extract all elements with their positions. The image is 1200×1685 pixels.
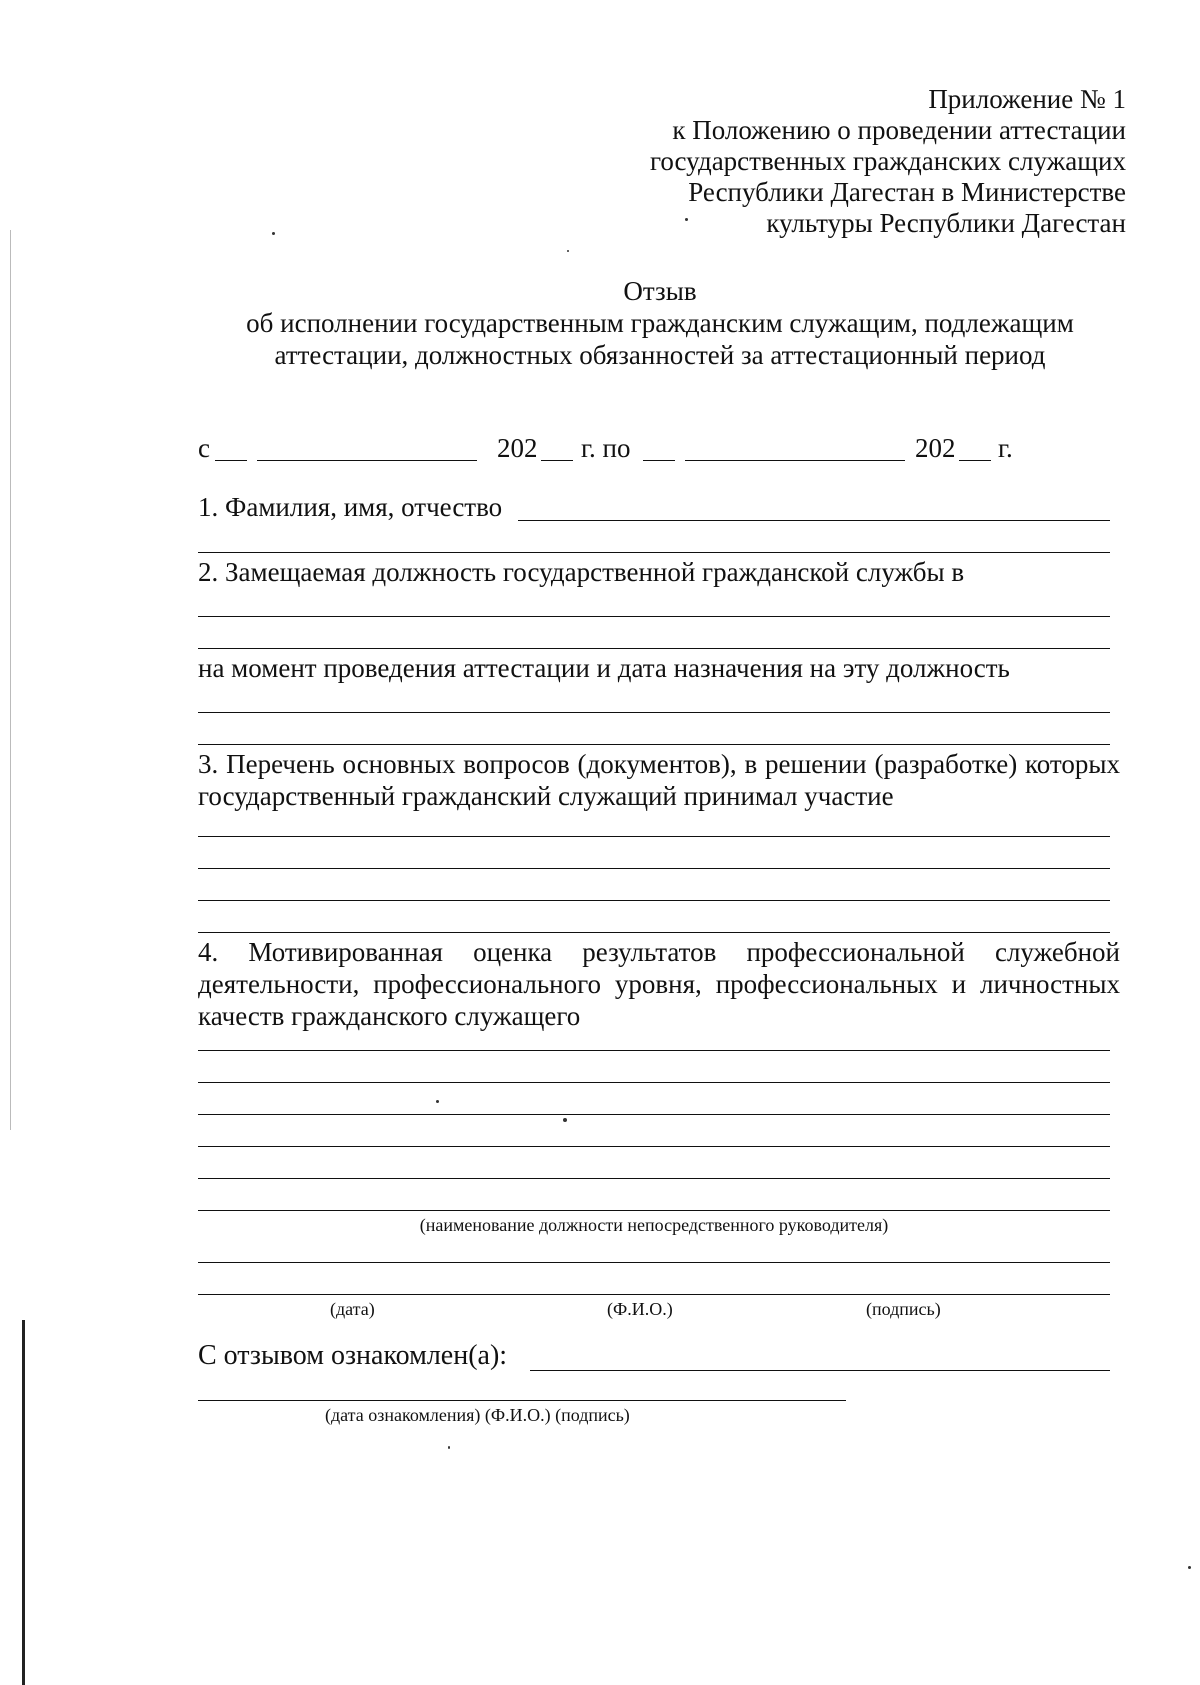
fio-caption: (Ф.И.О.) xyxy=(607,1299,673,1319)
issues-field-line[interactable] xyxy=(198,932,1110,933)
date-caption: (дата) xyxy=(330,1299,375,1319)
section-2-sublabel: на момент проведения аттестации и дата назначения на эту должность xyxy=(198,653,1010,683)
section-2-label: 2. Замещаемая должность государственной гражданской службы в xyxy=(198,557,965,587)
assessment-field-line[interactable] xyxy=(198,1114,1110,1115)
period-to-label: г. по xyxy=(581,433,631,463)
section-4-label: 4. Мотивированная оценка результатов профессиональной служебной деятельности, профессионального уровня, профессиональных и личностных качеств гражданского служащего xyxy=(198,937,1120,1031)
title-sub: аттестации, должностных обязанностей за аттестационный период xyxy=(274,340,1046,370)
assessment-field-line[interactable] xyxy=(198,1178,1110,1179)
appendix-line: государственных гражданских служащих xyxy=(649,146,1126,176)
appendix-line: Республики Дагестан в Министерстве xyxy=(688,177,1126,207)
period-year2-field[interactable] xyxy=(959,460,991,461)
title-sub: об исполнении государственным гражданским служащим, подлежащим xyxy=(246,308,1074,338)
appendix-line: культуры Республики Дагестан xyxy=(766,208,1126,238)
assessment-field-line[interactable] xyxy=(198,1082,1110,1083)
signature-caption: (подпись) xyxy=(866,1299,941,1319)
scan-speck xyxy=(436,1100,439,1103)
section-1-label: 1. Фамилия, имя, отчество xyxy=(198,492,503,522)
assessment-field-line[interactable] xyxy=(198,1050,1110,1051)
position-field-line2[interactable] xyxy=(198,648,1110,649)
title-main: Отзыв xyxy=(623,276,697,306)
supervisor-position-caption: (наименование должности непосредственного руководителя) xyxy=(419,1215,889,1235)
issues-field-line[interactable] xyxy=(198,868,1110,869)
issues-field-line[interactable] xyxy=(198,900,1110,901)
supervisor-line[interactable] xyxy=(198,1262,1110,1263)
scan-speck xyxy=(685,218,688,221)
full-name-field-line2[interactable] xyxy=(198,552,1110,553)
scan-speck xyxy=(448,1446,450,1449)
acknowledgement-details-field[interactable] xyxy=(198,1400,846,1401)
appointment-date-field[interactable] xyxy=(198,712,1110,713)
full-name-field[interactable] xyxy=(518,520,1110,521)
assessment-field-line[interactable] xyxy=(198,1146,1110,1147)
scan-edge-mark xyxy=(10,230,11,1130)
scan-speck xyxy=(272,232,275,235)
period-month2-field[interactable] xyxy=(685,460,905,461)
period-from-label: с xyxy=(198,433,210,463)
period-year2-label: 202 xyxy=(915,433,956,463)
position-field[interactable] xyxy=(198,616,1110,617)
section-3-label: 3. Перечень основных вопросов (документов), в решении (разработке) которых государственный гражданский служащий принимал участие xyxy=(198,749,1120,811)
period-year1-label: 202 xyxy=(497,433,538,463)
scan-speck xyxy=(1188,1566,1191,1569)
scan-speck xyxy=(567,250,569,252)
period-end-label: г. xyxy=(998,433,1013,463)
scan-speck xyxy=(563,1118,567,1122)
document-title xyxy=(180,275,1140,371)
acknowledgement-label: С отзывом ознакомлен(а): xyxy=(198,1340,508,1371)
period-day1-field[interactable] xyxy=(215,460,247,461)
period-day2-field[interactable] xyxy=(643,460,675,461)
period-year1-field[interactable] xyxy=(541,460,573,461)
appendix-header xyxy=(650,84,1126,239)
acknowledgement-field[interactable] xyxy=(530,1370,1110,1371)
appendix-line: к Положению о проведении аттестации xyxy=(672,115,1126,145)
issues-field-line[interactable] xyxy=(198,836,1110,837)
period-month1-field[interactable] xyxy=(257,460,477,461)
acknowledgement-caption: (дата ознакомления) (Ф.И.О.) (подпись) xyxy=(325,1405,630,1425)
supervisor-position-field[interactable] xyxy=(198,1210,1110,1211)
appendix-number: Приложение № 1 xyxy=(928,84,1126,114)
date-fio-signature-line[interactable] xyxy=(198,1294,1110,1295)
appointment-date-field-line2[interactable] xyxy=(198,744,1110,745)
scan-edge-mark xyxy=(22,1320,25,1685)
